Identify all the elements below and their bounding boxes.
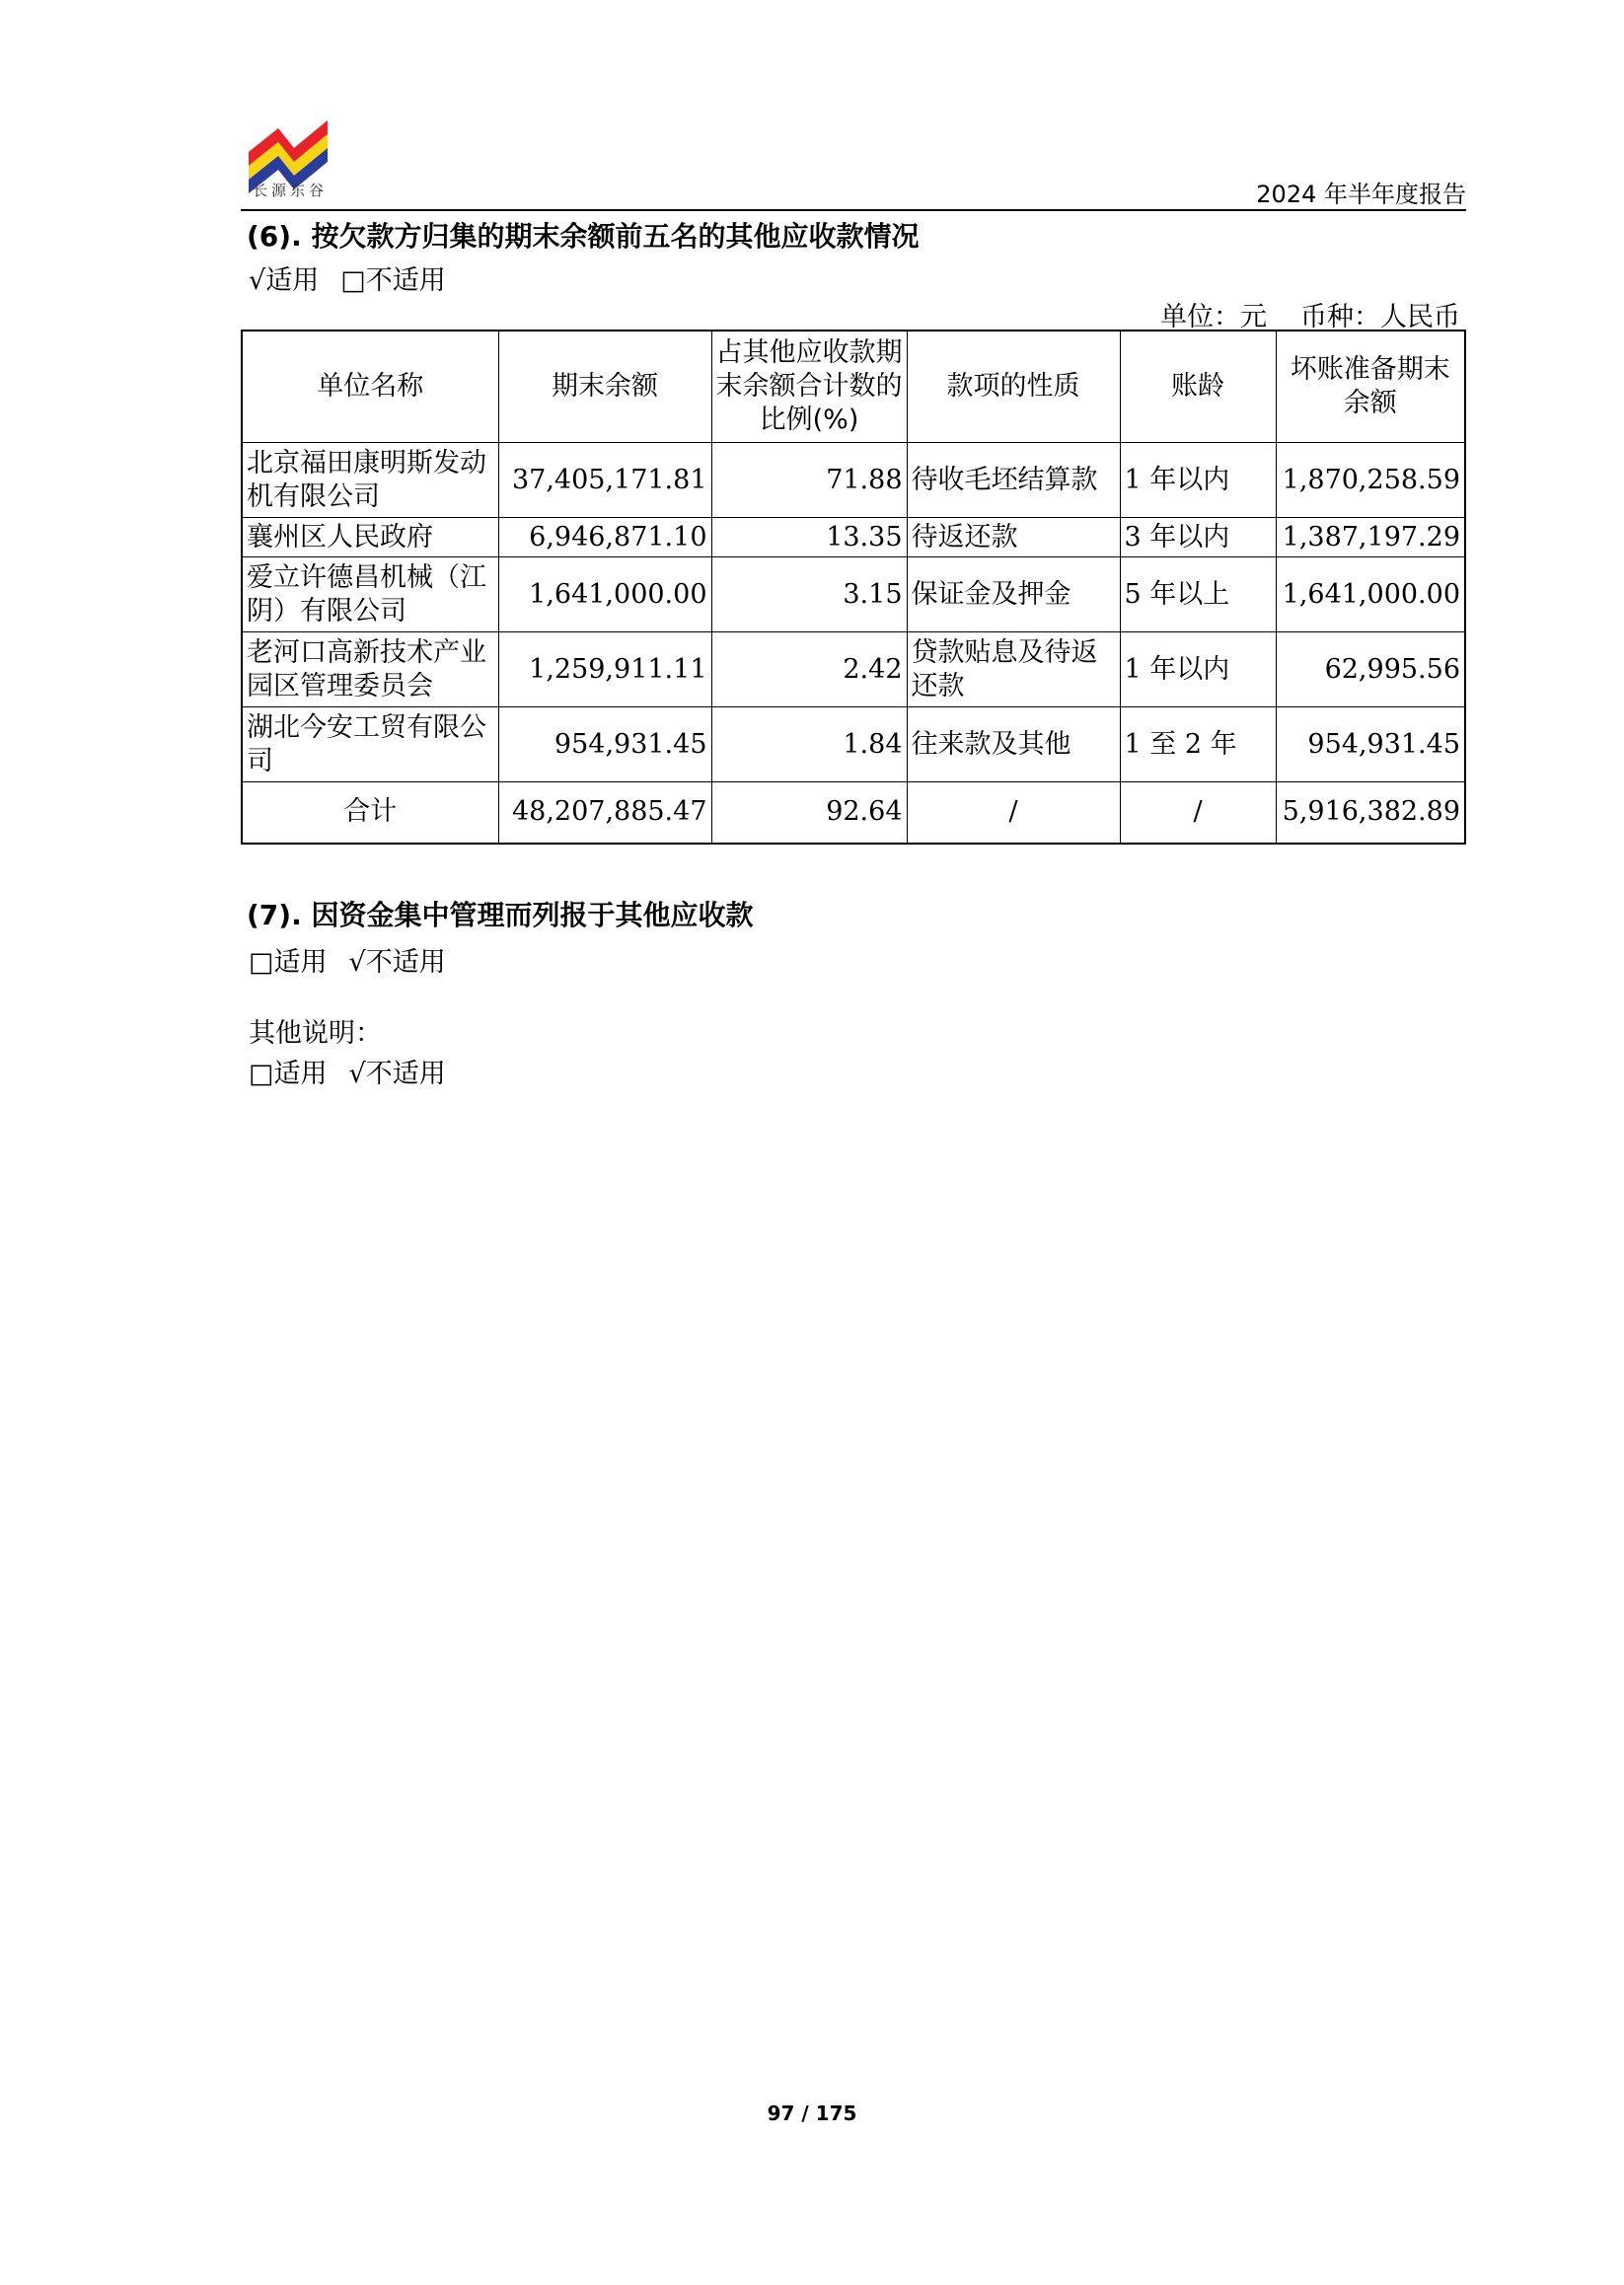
section-6-title: (6). 按欠款方归集的期末余额前五名的其他应收款情况 [247,220,920,253]
section-7-applicability [249,940,446,979]
aging: 3 年以内 [1120,518,1276,557]
table-row [242,443,1465,518]
currency-label: 币种：人民币 [1300,302,1460,332]
applicable-option: √适用 [249,265,320,296]
total-label: 合计 [242,782,498,844]
ratio: 3.15 [711,557,907,632]
aging: 1 年以内 [1120,632,1276,707]
bad-debt-provision: 954,931.45 [1276,707,1465,782]
table-row [242,707,1465,782]
table-header-row [242,331,1465,443]
total-ratio: 92.64 [711,782,907,844]
unit-label: 单位：元 [1160,302,1267,332]
header-ratio: 占其他应收款期末余额合计数的比例(%) [711,331,907,443]
entity-name: 爱立许德昌机械（江阴）有限公司 [242,557,498,632]
applicable-option: □适用 [249,1059,328,1089]
other-notes-label: 其他说明： [249,1018,382,1049]
header-nature: 款项的性质 [907,331,1120,443]
page-number: 97 / 175 [767,2101,857,2125]
report-title: 2024 年半年度报告 [1256,181,1466,208]
aging: 1 年以内 [1120,443,1276,518]
entity-name: 北京福田康明斯发动机有限公司 [242,443,498,518]
total-ending-balance: 48,207,885.47 [498,782,711,844]
ratio: 13.35 [711,518,907,557]
ratio: 1.84 [711,707,907,782]
total-aging: / [1120,782,1276,844]
header-divider [241,209,1466,211]
section-6-applicability [249,258,446,297]
ending-balance: 1,641,000.00 [498,557,711,632]
header-ending-balance: 期末余额 [498,331,711,443]
ending-balance: 954,931.45 [498,707,711,782]
total-nature: / [907,782,1120,844]
section-7-title: (7). 因资金集中管理而列报于其他应收款 [247,899,754,931]
ending-balance: 1,259,911.11 [498,632,711,707]
table-row [242,632,1465,707]
unit-currency-line [1160,295,1460,333]
bad-debt-provision: 1,870,258.59 [1276,443,1465,518]
ratio: 71.88 [711,443,907,518]
table-row [242,518,1465,557]
bad-debt-provision: 1,641,000.00 [1276,557,1465,632]
applicable-option: □适用 [249,947,328,978]
header-aging: 账龄 [1120,331,1276,443]
entity-name: 湖北今安工贸有限公司 [242,707,498,782]
entity-name: 老河口高新技术产业园区管理委员会 [242,632,498,707]
nature: 保证金及押金 [907,557,1120,632]
total-bad-debt-provision: 5,916,382.89 [1276,782,1465,844]
ending-balance: 6,946,871.10 [498,518,711,557]
header-bad-debt-provision: 坏账准备期末余额 [1276,331,1465,443]
bad-debt-provision: 1,387,197.29 [1276,518,1465,557]
not-applicable-option: √不适用 [348,947,446,978]
aging: 5 年以上 [1120,557,1276,632]
logo-text: 长源东谷 [253,182,329,199]
nature: 待收毛坯结算款 [907,443,1120,518]
ending-balance: 37,405,171.81 [498,443,711,518]
ratio: 2.42 [711,632,907,707]
bad-debt-provision: 62,995.56 [1276,632,1465,707]
table-total-row [242,782,1465,844]
top-five-receivables-table [241,330,1466,845]
aging: 1 至 2 年 [1120,707,1276,782]
table-row [242,557,1465,632]
nature: 贷款贴息及待返还款 [907,632,1120,707]
entity-name: 襄州区人民政府 [242,518,498,557]
nature: 待返还款 [907,518,1120,557]
nature: 往来款及其他 [907,707,1120,782]
other-notes-applicability [249,1052,446,1090]
header-entity-name: 单位名称 [242,331,498,443]
not-applicable-option: √不适用 [348,1059,446,1089]
not-applicable-option: □不适用 [340,265,446,296]
